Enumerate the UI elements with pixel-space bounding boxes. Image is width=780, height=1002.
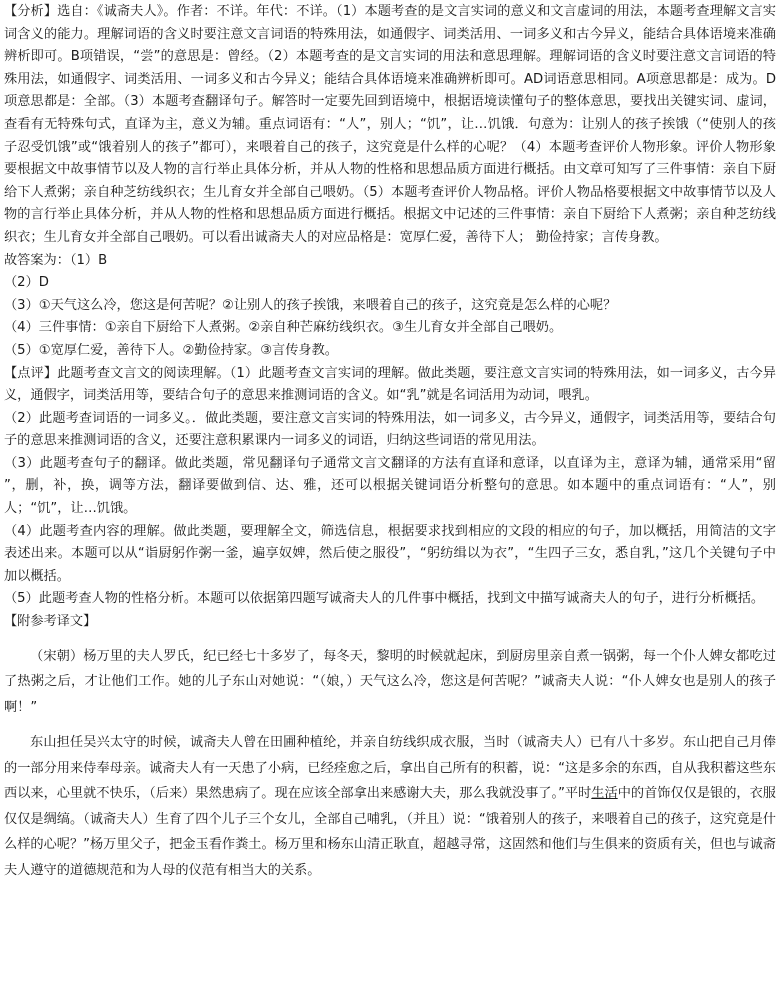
translation-paragraph-1: （宋朝）杨万里的夫人罗氏，纪已经七十多岁了，每冬天，黎明的时候就起床，到厨房里亲自煮一锅粥，每一个仆人婢女都吃过了热粥之后，才让他们工作。她的儿子东山对她说：“（娘，）天气这么冷，您这是何苦呢？”诚斋夫人说：“仆人婢女也是别人的孩子啊！” (4, 648, 776, 715)
translation-header: 【附参考译文】 (4, 614, 97, 630)
document (4, 0, 776, 883)
comment-1: 【点评】此题考查文言文的阅读理解。（1）此题考查文言实词的理解。做此类题，要注意文言实词的特殊用法，如一词多义，古今异义，通假字，词类活用等，要结合句子的意思来推测词语的含义。如“乳”就是名词活用为动词，喂乳。 (4, 365, 776, 404)
translation-p2-part-b: 中的首饰仅仅是银的，衣服仅仅是绸缟。（诚斋夫人）生育了四个儿子三个女儿，全部自己哺乳，（并且）说：“饿着别人的孩子，来喂着自己的孩子，这究竟是什么样的心呢？”杨万里父子，把金玉看作粪土。杨万里和杨东山清正耿直，超越寻常，这固然和他们与生俱来的资质有关，但也与诚斋夫人遵守的道德规范和为人母的仪范有相当大的关系。 (4, 786, 776, 878)
answer-3: （3）①天气这么冷，您这是何苦呢？②让别人的孩子挨饿，来喂着自己的孩子，这究竟是怎么样的心呢？ (4, 297, 617, 313)
answer-5: （5）①宽厚仁爱，善待下人。②勤俭持家。③言传身教。 (4, 342, 338, 358)
analysis-paragraph: 【分析】选自：《诚斋夫人》。作者：不详。年代：不详。（1）本题考查的是文言实词的意义和文言虚词的用法，本题考查理解文言实词含义的能力。理解词语的含义时要注意文言词语的特殊用法，如通假字、词类活用、一词多义和古今异义，能结合具体语境来准确辨析即可。B项错误，“尝”的意思是：曾经。（2）本题考查的是文言实词的用法和意思理解。理解词语的含义时要注意文言词语的特殊用法，如通假字、词类活用、一词多义和古今异义；能结合具体语境来准确辨析即可。AD词语意思相同。A项意思都是：成为。D项意思都是：全部。（3）本题考查翻译句子。解答时一定要先回到语境中，根据语境读懂句子的整体意思，要找出关键实词、虚词，查看有无特殊句式，直译为主，意义为辅。重点词语有：“人”，别人；“饥”，让…饥饿．句意为：让别人的孩子挨饿（“使别人的孩子忍受饥饿”或“饿着别人的孩子”都可），来喂着自己的孩子，这究竟是什么样的心呢？（4）本题考查评价人物形象。评价人物形象要根据文中故事情节以及人物的言行举止具体分析，并从人物的性格和思想品质方面进行概括。由文章可知写了三件事情：亲自下厨给下人煮粥；亲自种芝纺线织衣；生儿育女并全部自己喂奶。（5）本题考查评价人物品格。评价人物品格要根据文中故事情节以及人物的言行举止具体分析，并从人物的性格和思想品质方面进行概括。根据文中记述的三件事情：亲自下厨给下人煮粥；亲自种芝纺线织衣；生儿育女并全部自己喂奶。可以看出诚斋夫人的对应品格是：宽厚仁爱，善待下人； 勤俭持家；言传身教。 (4, 4, 776, 245)
life-link[interactable]: 生活 (591, 786, 618, 802)
comment-3: （3）此题考查句子的翻译。做此类题，常见翻译句子通常文言文翻译的方法有直译和意译，以直译为主，意译为辅，通常采用“留 ”，删，补，换，调等方法，翻译要做到信、达、雅，还可以根据关键词语分析整句的意思。如本题中的重点词语有：“人”，别人；“饥”，让…饥饿。 (4, 455, 776, 517)
comment-2: （2）此题考查词语的一词多义。．做此类题，要注意文言实词的特殊用法，如一词多义，古今异义，通假字，词类活用等，要结合句子的意思来推测词语的含义，还要注意积累课内一词多义的词语，归纳这些词语的常见用法。 (4, 410, 776, 449)
answer-4: （4）三件事情：①亲自下厨给下人煮粥。②亲自种芒麻纺线织衣。③生儿育女并全部自己喂奶。 (4, 320, 563, 336)
translation-p2-part-a: 东山担任吴兴太守的时候，诚斋夫人曾在田圃种植纶，并亲自纺线织成衣服，当时（诚斋夫人）已有八十多岁。东山把自己月俸的一部分用来侍奉母亲。诚斋夫人有一天患了小病，已经痊愈之后，拿出自己所有的积蓄，说：“这是多余的东西，自从我积蓄这些东西以来，心里就不快乐，（后来）果然患病了。现在应该全部拿出来感谢大夫，那么我就没事了。”平时 (4, 735, 776, 802)
comment-5: （5）此题考查人物的性格分析。本题可以依据第四题写诚斋夫人的几件事中概括，找到文中描写诚斋夫人的句子，进行分析概括。 (4, 591, 765, 607)
translation-paragraph-2 (4, 730, 776, 883)
answer-2: （2）D (4, 275, 49, 291)
comment-4: （4）此题考查内容的理解。做此类题，要理解全文，筛选信息，根据要求找到相应的文段的相应的句子，加以概括，用简洁的文字表述出来。本题可以从“诣厨躬作粥一釜，遍享奴婢，然后使之服役”，“躬纺缉以为衣”，“生四子三女，悉自乳，”这几个关键句子中加以概括。 (4, 523, 776, 584)
answer-header: 故答案为：（1）B (4, 252, 108, 268)
